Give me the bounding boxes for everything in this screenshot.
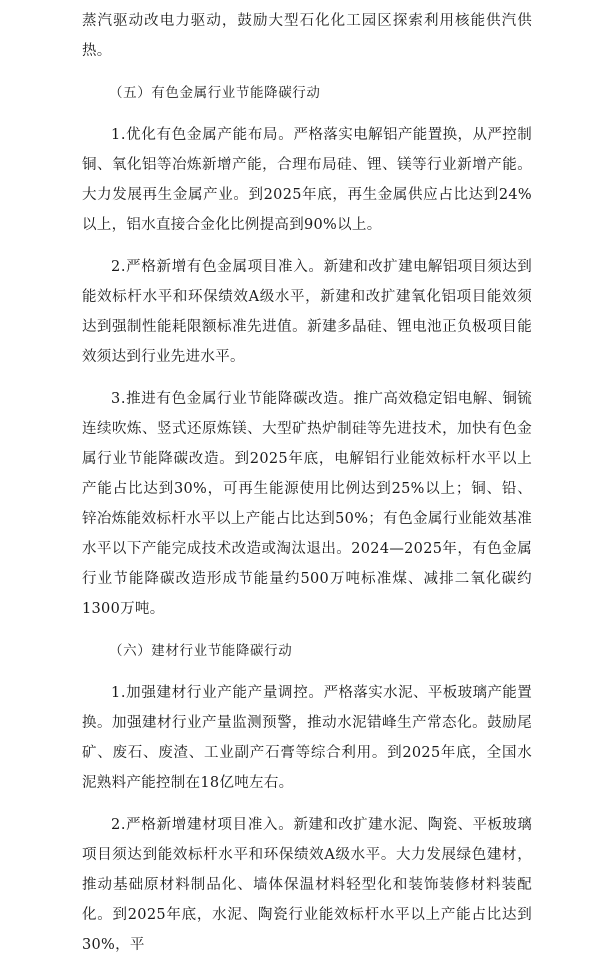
section-5-heading: （五）有色金属行业节能降碳行动 xyxy=(109,85,321,101)
section-6-item-2 xyxy=(82,810,532,960)
item-body: 严格落实水泥、平板玻璃产能置换。加强建材行业产量监测预警，推动水泥错峰生产常态化。鼓励尾矿、废石、废渣、工业副产石膏等综合利用。到2025年底，全国水泥熟料产能控制在18亿吨左右。 xyxy=(82,685,532,791)
section-5-item-3 xyxy=(82,384,532,624)
item-body: 新建和改扩建电解铝项目须达到能效标杆水平和环保绩效A级水平，新建和改扩建氧化铝项目能效须达到强制性能耗限额标准先进值。新建多晶硅、锂电池正负极项目能效须达到行业先进水平。 xyxy=(82,259,532,365)
item-lead: 2.严格新增建材项目准入。 xyxy=(111,817,294,833)
document-page xyxy=(82,6,532,960)
continuation-paragraph: 蒸汽驱动改电力驱动，鼓励大型石化化工园区探索利用核能供汽供热。 xyxy=(82,13,532,59)
item-body: 严格落实电解铝产能置换，从严控制铜、氧化铝等冶炼新增产能，合理布局硅、锂、镁等行业新增产能。大力发展再生金属产业。到2025年底，再生金属供应占比达到24%以上，铝水直接合金化比例提高到90%以上。 xyxy=(82,127,532,233)
section-6-item-1 xyxy=(82,678,532,798)
item-lead: 1.加强建材行业产能产量调控。 xyxy=(111,685,324,701)
item-lead: 1.优化有色金属产能布局。 xyxy=(111,127,294,143)
item-lead: 3.推进有色金属行业节能降碳改造。 xyxy=(111,391,354,407)
section-5-item-1 xyxy=(82,120,532,240)
section-6-heading: （六）建材行业节能降碳行动 xyxy=(109,643,293,659)
item-body: 新建和改扩建水泥、陶瓷、平板玻璃项目须达到能效标杆水平和环保绩效A级水平。大力发展绿色建材，推动基础原材料制品化、墙体保温材料轻型化和装饰装修材料装配化。到2025年底，水泥、陶瓷行业能效标杆水平以上产能占比达到30%，平 xyxy=(82,817,532,953)
item-lead: 2.严格新增有色金属项目准入。 xyxy=(111,259,324,275)
section-5-item-2 xyxy=(82,252,532,372)
item-body: 推广高效稳定铝电解、铜锍连续吹炼、竖式还原炼镁、大型矿热炉制硅等先进技术，加快有色金属行业节能降碳改造。到2025年底，电解铝行业能效标杆水平以上产能占比达到30%，可再生能源使用比例达到25%以上；铜、铅、锌冶炼能效标杆水平以上产能占比达到50%；有色金属行业能效基准水平以下产能完成技术改造或淘汰退出。2024—2025年，有色金属行业节能降碳改造形成节能量约500万吨标准煤、减排二氧化碳约1300万吨。 xyxy=(82,391,532,617)
